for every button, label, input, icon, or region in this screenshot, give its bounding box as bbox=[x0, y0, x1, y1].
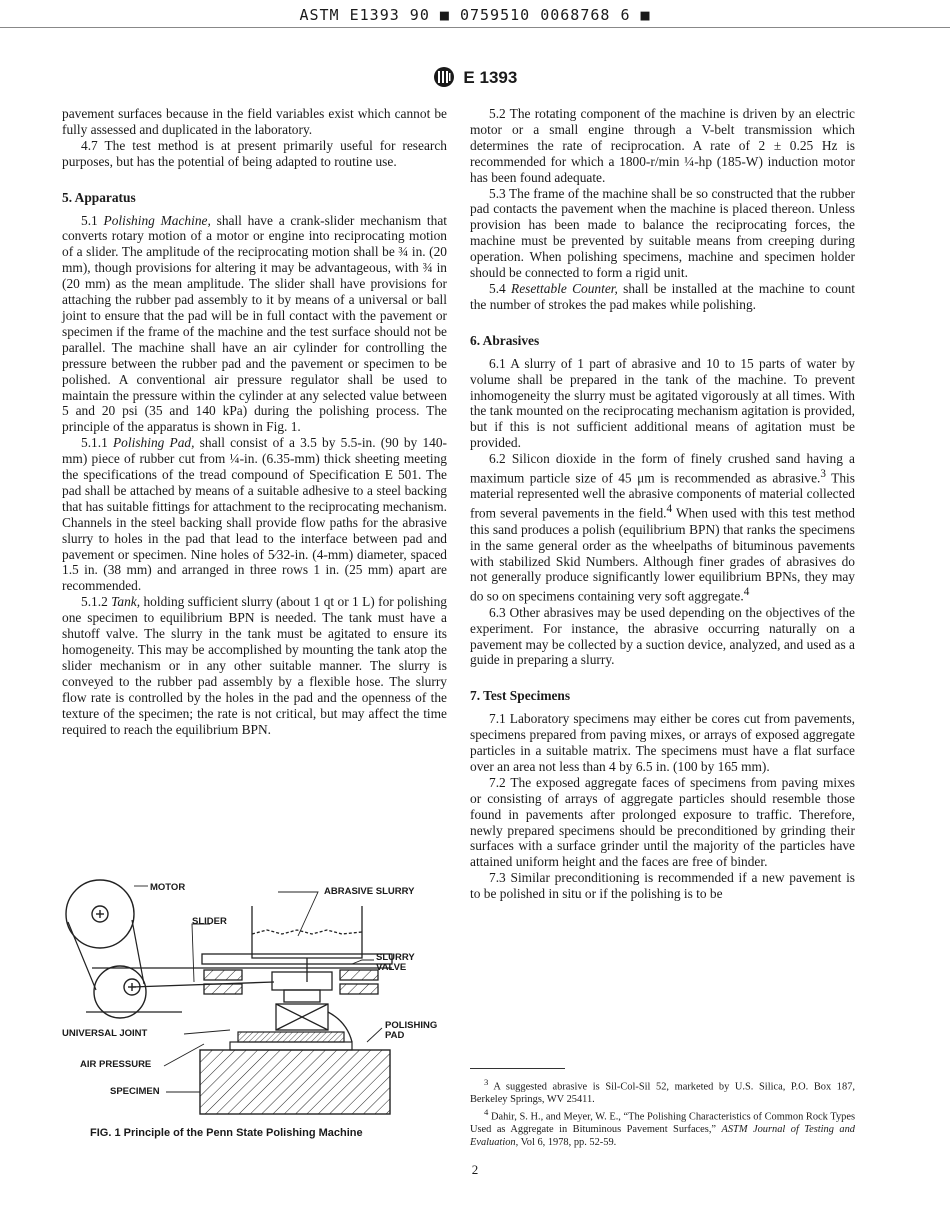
para-text: When used with this test method this sand produces a polish (equilibrium BPN) that ranks the specimens in the same general order as the wheelpaths of bituminous pavements with stabilized Skid Numbers. Although finer grades of abrasives do not generally produce significantly lower equilibrium BPNs, they may do so on specimens containing very soft aggregate. bbox=[470, 505, 856, 604]
para-text: shall consist of a 3.5 by 5.5-in. (90 by 140-mm) piece of rubber cut from ¼-in. (6.35-mm) thick sheeting meeting the specifications of the tread compound of Specification E 501. The pad shall be attached by means of a suitable adhesive to a steel backing that has suitable fittings for attachment to the reciprocating mechanism. Channels in the steel backing shall provide flow paths for the abrasive slurry to holes in the pad that lead to the interface between pad and pavement or specimen. Nine holes of 5⁄32-in. (4-mm) diameter, spaced 1.5 in. (38 mm) and arranged in three rows 1 in. (25 mm) apart are recommended. bbox=[62, 435, 447, 594]
label-polishing-pad-line2: PAD bbox=[385, 1030, 405, 1041]
para-number: 5.1.2 bbox=[81, 594, 112, 610]
footnote-4 bbox=[470, 1106, 855, 1149]
journal-title: ASTM Journal of Testing and Evaluation, bbox=[470, 1124, 855, 1148]
header-divider bbox=[0, 27, 950, 28]
footnote-text: Vol 6, 1978, pp. 52-59. bbox=[518, 1136, 617, 1148]
paragraph-5-1-2 bbox=[62, 594, 447, 737]
label-abrasive-slurry: ABRASIVE SLURRY bbox=[324, 886, 415, 897]
label-slurry-valve-line1: SLURRY bbox=[376, 952, 415, 963]
paragraph-5-1-1 bbox=[62, 435, 447, 594]
left-column bbox=[62, 106, 447, 737]
label-universal-joint: UNIVERSAL JOINT bbox=[62, 1028, 148, 1039]
figure-caption: FIG. 1 Principle of the Penn State Polishing Machine bbox=[90, 1127, 363, 1139]
paragraph-6-3: 6.3 Other abrasives may be used depending on the objectives of the experiment. For instance, the abrasive occurring naturally on a pavement may be collected by a suction device, analyzed, and used as a guide in preparing a slurry. bbox=[470, 604, 855, 668]
paragraph-7-1: 7.1 Laboratory specimens may either be cores cut from pavements, specimens prepared from paving mixes, or arrays of exposed aggregate particles in a suitable matrix. The specimens must have a flat surface over an area not less than 4 by 6.5 in. (100 by 165 mm). bbox=[470, 711, 855, 774]
term: Resettable Counter, bbox=[511, 280, 618, 296]
label-slurry-valve-line2: VALVE bbox=[376, 962, 407, 973]
paragraph-6-1: 6.1 A slurry of 1 part of abrasive and 10 to 15 parts of water by volume shall be prepared in the tank of the machine. To prevent inhomogeneity the slurry must be agitated vigorously at all times. With the tank mounted on the reciprocating mechanism agitation is provided, but if this is not sufficient additional means of agitation must be provided. bbox=[470, 355, 855, 451]
label-motor: MOTOR bbox=[150, 882, 186, 893]
paragraph-7-2: 7.2 The exposed aggregate faces of specimens from paving mixes or consisting of arrays of aggregate particles should resemble those found in pavements after prolonged exposure to traffic. Therefore, newly prepared specimens should be preconditioned by grinding their surfaces with a surface grinder until the majority of the particles have attained uniform height and the faces are free of binder. bbox=[470, 774, 855, 870]
right-column bbox=[470, 106, 855, 902]
paragraph-5-3: 5.3 The frame of the machine shall be so constructed that the rubber pad contacts the pavement when the machine is placed thereon. Unless provision has been made to balance the reciprocating forces, the machine must be prevented by suitable means from creeping during operation. When polishing specimens, machine and specimen holder should be connected to form a rigid unit. bbox=[470, 185, 855, 281]
term: Tank, bbox=[111, 594, 141, 610]
astm-logo-icon bbox=[433, 66, 455, 88]
para-text: holding sufficient slurry (about 1 qt or 1 L) for polishing one specimen to equilibrium BPN is needed. The tank must have a shutoff valve. The slurry in the tank must be agitated to ensure its homogeneity. This may be accomplished by mounting the tank atop the slider mechanism or in any other suitable manner. The slurry is conveyed to the rubber pad assembly by a flexible hose. The slurry flow rate is controlled by the holes in the pad and the openness of the texture of the specimen; the rate is not critical, but may affect the time required to reach the equilibrium BPN. bbox=[62, 594, 447, 737]
polishing-pad bbox=[230, 1032, 352, 1050]
para-number: 5.4 bbox=[489, 280, 512, 296]
page-header bbox=[0, 66, 950, 88]
footnote-mark: 3 bbox=[484, 1077, 489, 1087]
term: Polishing Machine, bbox=[103, 212, 211, 228]
paragraph-6-2 bbox=[470, 451, 855, 605]
term: Polishing Pad, bbox=[113, 435, 195, 451]
para-text: shall have a crank-slider mechanism that converts rotary motion of a motor or engine into reciprocating motion of a slider. The amplitude of the reciprocating motion shall be ¾ in. (20 mm), though provisions for altering it may be advantageous, with ¾ in (20 mm) as the mean amplitude. The slider shall have provisions for attaching the rubber pad assembly to it by means of a universal or ball joint to ensure that the pad will be in full contact with the pavement or specimen if the frame of the machine and the test surface should not be parallel. The machine shall have an air cylinder for controlling the pressure between the rubber pad and the pavement or specimen to be polished. A conventional air pressure regulator shall be used to maintain the pressure within the cylinder at any selected value between 5 and 20 psi (35 and 140 kPa) during the polishing process. The principle of the apparatus is shown in Fig. 1. bbox=[62, 212, 447, 435]
label-polishing-pad-line1: POLISHING bbox=[385, 1020, 438, 1031]
footnote-ref: 4 bbox=[743, 586, 750, 599]
para-text: This material represented well the abrasive components of material collected from several pavements in the field. bbox=[470, 470, 855, 521]
para-number: 5.1 bbox=[81, 212, 104, 228]
footnote-text: A suggested abrasive is Sil-Col-Sil 52, marketed by U.S. Silica, P.O. Box 187, Berkeley Springs, WV 25411. bbox=[470, 1081, 855, 1105]
paragraph-4-7: 4.7 The test method is at present primarily useful for research purposes, but has the potential of being adapted to routine use. bbox=[62, 137, 447, 169]
section-5-heading: 5. Apparatus bbox=[62, 189, 136, 205]
paragraph-7-3: 7.3 Similar preconditioning is recommended if a new pavement is to be polished in situ or if the polishing is to be bbox=[470, 870, 855, 902]
paragraph-5-4 bbox=[470, 281, 855, 313]
footnote-text: Dahir, S. H., and Meyer, W. E., “The Polishing Characteristics of Common Rock Types Used as Aggregate in Bituminous Pavement Surfaces,” bbox=[470, 1111, 855, 1136]
standard-designation: E 1393 bbox=[463, 68, 518, 87]
paragraph-continued: pavement surfaces because in the field variables exist which cannot be fully assessed and duplicated in the laboratory. bbox=[62, 106, 447, 137]
page-number: 2 bbox=[471, 1162, 479, 1177]
figure-1 bbox=[62, 872, 452, 1162]
label-specimen: SPECIMEN bbox=[110, 1086, 160, 1097]
document-stamp-line: ASTM E1393 90 ■ 0759510 0068768 6 ■ bbox=[299, 6, 651, 24]
footnote-mark: 4 bbox=[484, 1107, 489, 1118]
footnote-ref: 4 bbox=[666, 503, 673, 516]
section-7-heading: 7. Test Specimens bbox=[470, 688, 571, 704]
footnote-3 bbox=[470, 1076, 855, 1106]
motor-pulley bbox=[66, 880, 134, 948]
label-slider: SLIDER bbox=[192, 916, 227, 927]
para-number: 5.1.1 bbox=[81, 435, 113, 451]
paragraph-5-2: 5.2 The rotating component of the machine is driven by an electric motor or a small engine through a V-belt transmission which determines the rate of reciprocation. A rate of 2 ± 0.25 Hz is recommended for which a 1800-r/min ¼-hp (185-W) induction motor has been found adequate. bbox=[470, 106, 855, 185]
specimen-block bbox=[200, 1050, 390, 1114]
label-air-pressure: AIR PRESSURE bbox=[80, 1059, 152, 1070]
machine-diagram bbox=[62, 872, 452, 1162]
para-text: 6.2 Silicon dioxide in the form of finely crushed sand having a maximum particle size of 45 μm is recommended as abrasive. bbox=[470, 451, 855, 486]
footnote-divider bbox=[470, 1068, 565, 1069]
drive-pulley bbox=[94, 966, 146, 1018]
footnotes bbox=[470, 1076, 855, 1149]
section-6-heading: 6. Abrasives bbox=[470, 332, 540, 348]
paragraph-5-1 bbox=[62, 213, 447, 436]
para-text: shall be installed at the machine to count the number of strokes the pad makes while polishing. bbox=[470, 280, 855, 312]
footnote-ref: 3 bbox=[820, 468, 826, 481]
